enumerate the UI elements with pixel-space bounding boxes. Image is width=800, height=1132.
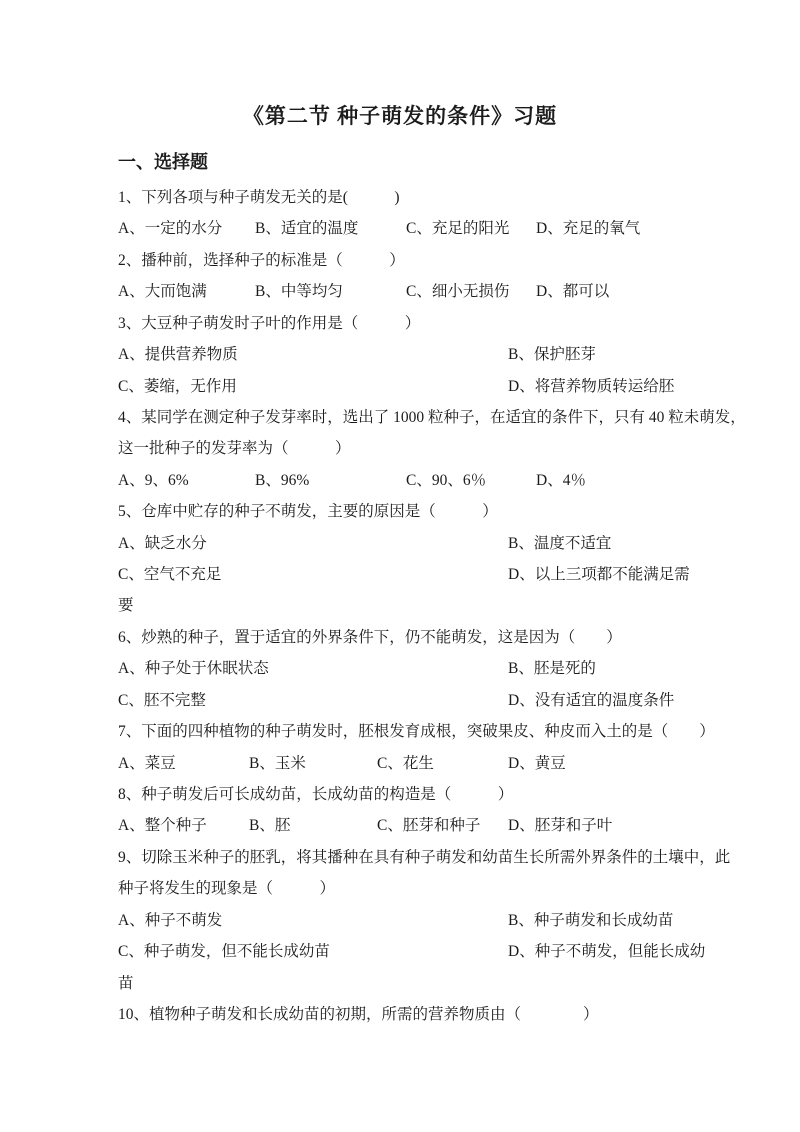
question-7-option-a: A、菜豆 — [118, 754, 176, 772]
question-7-options — [118, 751, 692, 782]
question-4-option-c: C、90、6％ — [406, 471, 487, 489]
question-7-option-d: D、黄豆 — [508, 754, 566, 772]
question-6-option-a: A、种子处于休眠状态 — [118, 660, 269, 678]
question-4-option-a: A、9、6% — [118, 471, 189, 489]
question-9-option-d-continuation: 苗 — [118, 974, 134, 992]
question-10-stem: 10、植物种子萌发和长成幼苗的初期，所需的营养物质由（ ） — [118, 1005, 599, 1023]
question-9-option-b: B、种子萌发和长成幼苗 — [508, 911, 674, 929]
question-2-option-a: A、大而饱满 — [118, 283, 207, 301]
question-4-option-d: D、4％ — [536, 471, 586, 489]
question-8-stem: 8、种子萌发后可长成幼苗，长成幼苗的构造是（ ） — [118, 786, 514, 804]
question-8-option-b: B、胚 — [249, 817, 291, 835]
question-2-stem: 2、播种前，选择种子的标准是（ ） — [118, 251, 405, 269]
question-9-options-row1 — [118, 908, 692, 939]
question-4-stem-line2: 这一批种子的发芽率为（ ） — [118, 440, 351, 458]
question-9-option-c: C、种子萌发，但不能长成幼苗 — [118, 943, 330, 961]
question-5-stem: 5、仓库中贮存的种子不萌发，主要的原因是（ ） — [118, 503, 498, 521]
question-7-option-c: C、花生 — [377, 754, 434, 772]
question-7-stem: 7、下面的四种植物的种子萌发时，胚根发育成根，突破果皮、种皮而入土的是（ ） — [118, 723, 715, 741]
question-6-option-b: B、胚是死的 — [508, 660, 596, 678]
question-3-stem: 3、大豆种子萌发时子叶的作用是（ ） — [118, 314, 421, 332]
question-3-options-row2 — [118, 374, 692, 405]
question-9-stem-line2: 种子将发生的现象是（ ） — [118, 880, 336, 898]
question-2-options — [118, 279, 692, 310]
page-title: 《第二节 种子萌发的条件》习题 — [242, 104, 558, 128]
question-6-option-c: C、胚不完整 — [118, 691, 206, 709]
question-9-stem-line1: 9、切除玉米种子的胚乳，将其播种在具有种子萌发和幼苗生长所需外界条件的土壤中，此 — [118, 848, 731, 866]
question-8-option-a: A、整个种子 — [118, 817, 207, 835]
question-9-options-row2 — [118, 939, 706, 970]
question-1-options — [118, 216, 692, 247]
question-4-option-b: B、96% — [255, 471, 310, 489]
question-5-options-row1 — [118, 531, 692, 562]
question-3-option-b: B、保护胚芽 — [508, 346, 596, 364]
question-1-option-b: B、适宜的温度 — [255, 220, 359, 238]
question-3-option-a: A、提供营养物质 — [118, 346, 238, 364]
question-1-option-a: A、一定的水分 — [118, 220, 223, 238]
question-6-option-d: D、没有适宜的温度条件 — [508, 691, 675, 709]
question-5-option-c: C、空气不充足 — [118, 566, 222, 584]
question-5-option-d: D、以上三项都不能满足需 — [508, 566, 690, 584]
question-3-options-row1 — [118, 342, 692, 373]
question-4-stem-line1: 4、某同学在测定种子发芽率时，选出了 1000 粒种子，在适宜的条件下，只有 40 粒未萌发， — [118, 408, 746, 426]
question-6-stem: 6、炒熟的种子，置于适宜的外界条件下，仍不能萌发，这是因为（ ） — [118, 628, 622, 646]
question-5-options-row2 — [118, 562, 692, 593]
question-8-option-d: D、胚芽和子叶 — [508, 817, 613, 835]
question-8-option-c: C、胚芽和种子 — [377, 817, 481, 835]
question-5-option-d-continuation: 要 — [118, 597, 134, 615]
question-2-option-c: C、细小无损伤 — [406, 283, 510, 301]
question-8-options — [118, 813, 692, 844]
question-3-option-c: C、萎缩，无作用 — [118, 377, 237, 395]
question-6-options-row1 — [118, 656, 692, 687]
question-9-option-a: A、种子不萌发 — [118, 911, 223, 929]
question-7-option-b: B、玉米 — [249, 754, 306, 772]
question-1-stem: 1、下列各项与种子萌发无关的是( ) — [118, 189, 400, 206]
question-3-option-d: D、将营养物质转运给胚 — [508, 377, 675, 395]
question-list — [118, 185, 746, 1033]
question-2-option-b: B、中等均匀 — [255, 283, 343, 301]
question-1-option-c: C、充足的阳光 — [406, 220, 510, 238]
question-6-options-row2 — [118, 688, 692, 719]
question-4-options — [118, 468, 692, 499]
question-5-option-b: B、温度不适宜 — [508, 534, 612, 552]
question-2-option-d: D、都可以 — [536, 283, 610, 301]
question-5-option-a: A、缺乏水分 — [118, 534, 207, 552]
question-9-option-d: D、种子不萌发，但能长成幼 — [508, 943, 706, 961]
question-1-option-d: D、充足的氧气 — [536, 220, 641, 238]
section-heading: 一、选择题 — [118, 152, 208, 172]
